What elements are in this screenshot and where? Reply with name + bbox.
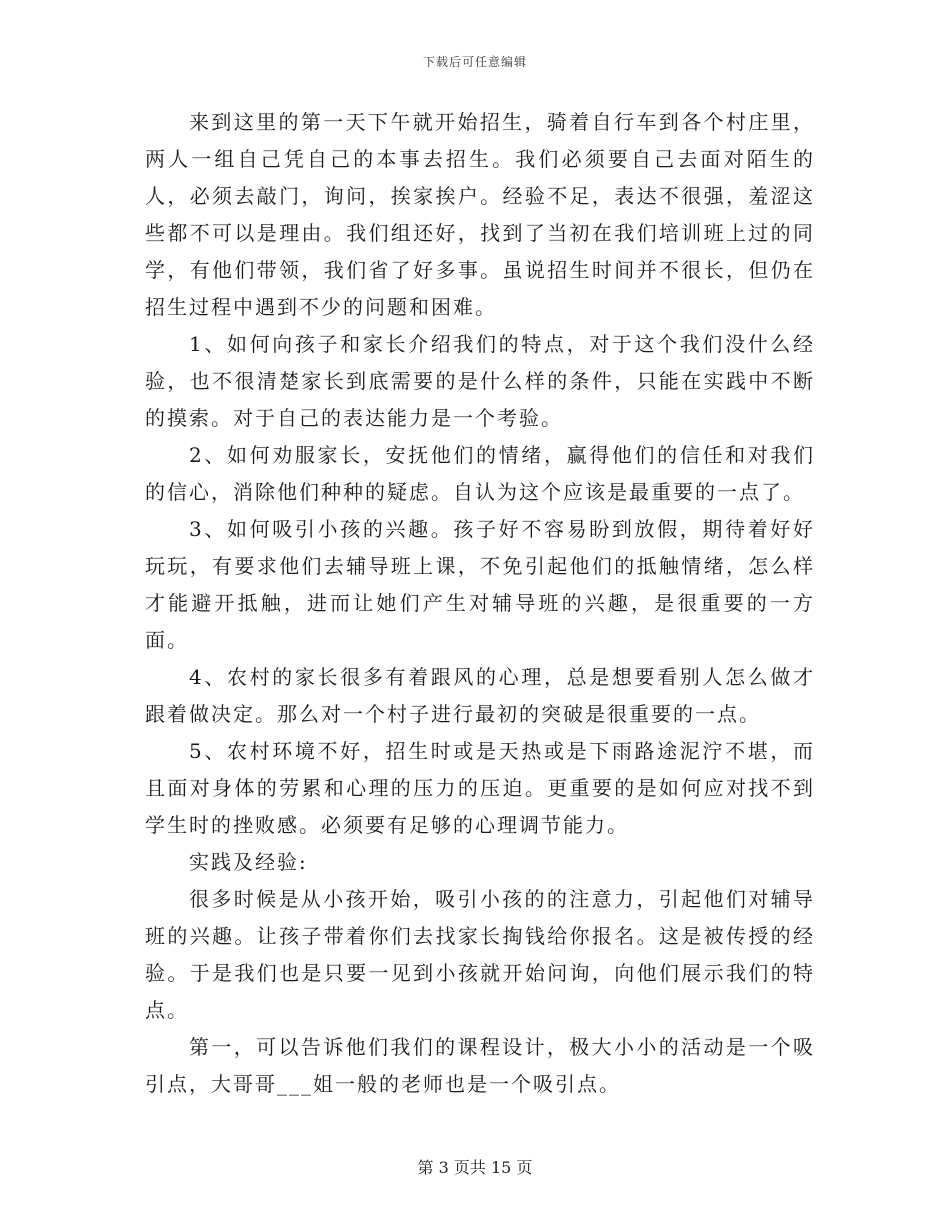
- paragraph: 2、如何劝服家长，安抚他们的情绪，赢得他们的信任和对我们的信心，消除他们种种的疑虑。自认为这个应该是最重要的一点了。: [145, 443, 815, 504]
- paragraph: 4、农村的家长很多有着跟风的心理，总是想要看别人怎么做才跟着做决定。那么对一个村子进行最初的突破是很重要的一点。: [145, 665, 815, 726]
- paragraph: 1、如何向孩子和家长介绍我们的特点，对于这个我们没什么经验，也不很清楚家长到底需要的是什么样的条件，只能在实践中不断的摸索。对于自己的表达能力是一个考验。: [145, 332, 815, 430]
- paragraph: 很多时候是从小孩开始，吸引小孩的的注意力，引起他们对辅导班的兴趣。让孩子带着你们去找家长掏钱给你报名。这是被传授的经验。于是我们也是只要一见到小孩就开始问询，向他们展示我们的特点。: [145, 887, 815, 1022]
- paragraph: 3、如何吸引小孩的兴趣。孩子好不容易盼到放假，期待着好好玩玩，有要求他们去辅导班上课，不免引起他们的抵触情绪，怎么样才能避开抵触，进而让她们产生对辅导班的兴趣，是很重要的一方面。: [145, 517, 815, 652]
- paragraph: 第一，可以告诉他们我们的课程设计，极大小小的活动是一个吸引点，大哥哥___姐一般的老师也是一个吸引点。: [145, 1035, 815, 1096]
- paragraph: 来到这里的第一天下午就开始招生，骑着自行车到各个村庄里，两人一组自己凭自己的本事去招生。我们必须要自己去面对陌生的人，必须去敲门，询问，挨家挨户。经验不足，表达不很强，羞涩这些都不可以是理由。我们组还好，找到了当初在我们培训班上过的同学，有他们带领，我们省了好多事。虽说招生时间并不很长，但仍在招生过程中遇到不少的问题和困难。: [145, 110, 815, 319]
- page-number-footer: 第 3 页共 15 页: [417, 1158, 533, 1177]
- section-heading: 实践及经验:: [189, 850, 308, 874]
- document-body: [145, 104, 815, 1103]
- page-header: 下载后可任意编辑: [422, 55, 527, 69]
- paragraph: 5、农村环境不好，招生时或是天热或是下雨路途泥泞不堪，而且面对身体的劳累和心理的压力的压迫。更重要的是如何应对找不到学生时的挫败感。必须要有足够的心理调节能力。: [145, 739, 815, 837]
